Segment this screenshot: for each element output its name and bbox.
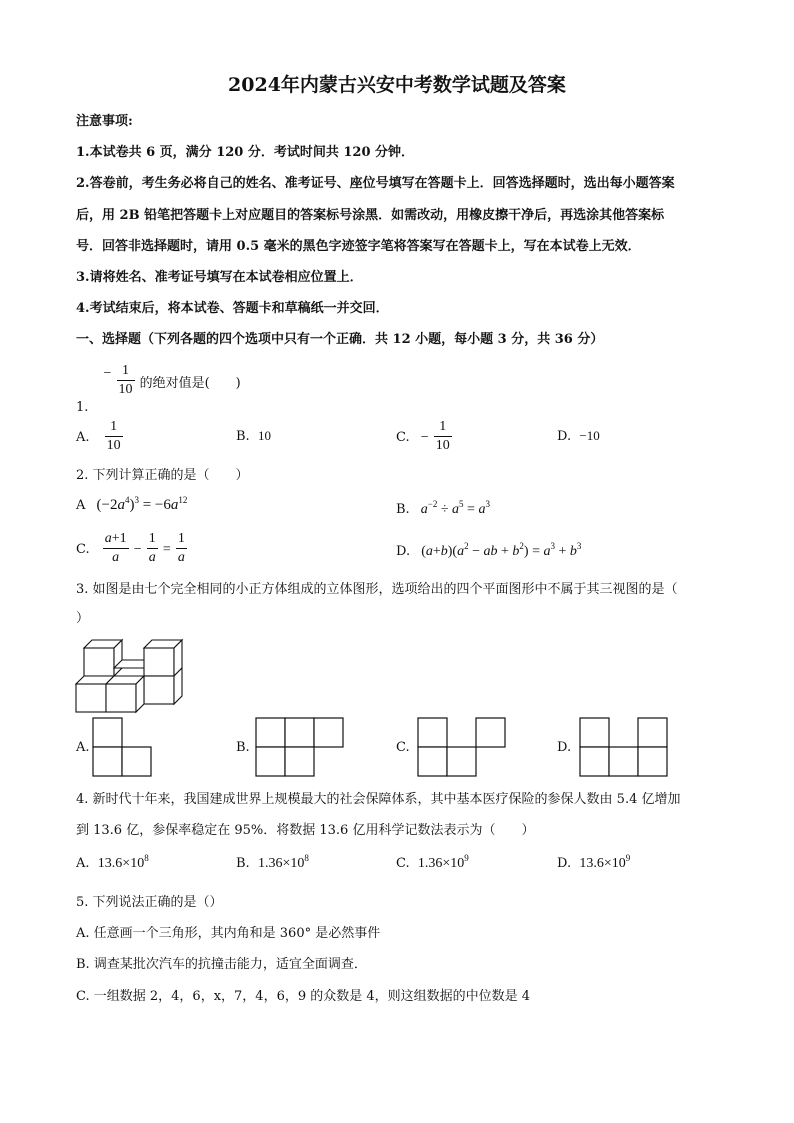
q4-option-a: A. $13.6\times 10^8$ [76,853,149,871]
q2-option-b: B. $a^{-2} \div a^5 = a^3$ [396,499,490,517]
q5-option-c: C. 一组数据 2，4，6，x，7，4，6，9 的众数是 4，则这组数据的中位数是 4 [76,989,531,1004]
cube-figure [70,636,190,716]
q1-option-b: B. 10 [236,428,271,444]
q2-option-c: C. $\frac{a+1}{a}$ − $\frac{1}{a}$ = $\frac{1}{a}$ [76,531,185,565]
notice-item-4: 4.考试结束后，将本试卷、答题卡和草稿纸一并交回． [76,301,389,316]
question-3-stem-line-1: 3. 如图是由七个完全相同的小正方体组成的立体图形，选项给出的四个平面图形中不属于其三视图的是（ [76,582,678,597]
q1-number: 1. [76,400,89,415]
q3-option-a-figure [93,718,153,778]
question-1 [76,362,241,415]
q1-option-c: C. − $\frac{1}{10}$ [396,419,450,453]
q2-d-formula: $(a+b)(a^2$ − ab + $b^2) = a^3 + b^3$ [421,541,582,559]
q5-option-a: A. 任意画一个三角形，其内角和是 360° 是必然事件 [76,926,381,941]
q5-option-b: B. 调查某批次汽车的抗撞击能力，适宜全面调查． [76,957,367,972]
question-4-stem-line-2: 到 13.6 亿，参保率稳定在 95%．将数据 13.6 亿用科学记数法表示为（ ） [76,823,535,838]
q1-minus: − [103,366,112,381]
notice-item-1: 1.本试卷共 6 页，满分 120 分．考试时间共 120 分钟． [76,145,415,160]
q1-option-d: D. −10 [557,428,600,444]
q2-option-d: D. $(a+b)(a^2$ − ab + $b^2) = a^3 + b^3$ [396,541,582,559]
page-title: 2024年内蒙古兴安中考数学试题及答案 [228,74,566,96]
question-5-stem: 5. 下列说法正确的是（） [76,895,223,910]
q3-option-c-label: C. [396,740,410,755]
q2-a-formula: $(-2a^4)^3 = -6a^{12}$ [96,495,188,513]
q4-option-b: B. $1.36\times 10^8$ [236,853,309,871]
q3-option-d-figure [580,718,670,778]
notice-item-2-line-1: 2.答卷前，考生务必将自己的姓名、准考证号、座位号填写在答题卡上．回答选择题时，选出每小题答案 [76,176,675,191]
question-3-stem-line-2: ） [76,611,90,626]
q2-option-a: A $(-2a^4)^3 = -6a^{12}$ [76,495,188,513]
q4-option-c: C. $1.36\times 10^9$ [396,853,469,871]
q3-option-a-label: A. [76,740,90,755]
q3-option-d-label: D. [557,740,572,755]
q3-option-b-label: B. [236,740,250,755]
notice-item-2-line-2: 后，用 2B 铅笔把答题卡上对应题目的答案标号涂黑．如需改动，用橡皮擦干净后，再选涂其他答案标 [76,208,665,223]
question-4-stem-line-1: 4. 新时代十年来，我国建成世界上规模最大的社会保障体系，其中基本医疗保险的参保人数由 5.4 亿增加 [76,792,681,807]
q4-option-d: D. $13.6\times 10^9$ [557,853,631,871]
q3-option-b-figure [256,718,346,778]
q2-b-formula: $a^{-2} \div a^5 = a^3$ [420,499,490,517]
q1-fraction: $\frac{1}{10}$ [118,363,133,397]
section-heading: 一、选择题（下列各题的四个选项中只有一个正确．共 12 小题，每小题 3 分，共 36 分） [76,332,604,347]
notice-item-2-line-3: 号．回答非选择题时，请用 0.5 毫米的黑色字迹签字笔将答案写在答题卡上，写在本试卷上无效． [76,239,641,254]
q1-stem: 的绝对值是( ) [139,376,241,391]
notice-item-3: 3.请将姓名、准考证号填写在本试卷相应位置上． [76,270,363,285]
notice-heading: 注意事项: [76,114,133,129]
question-2-stem: 2. 下列计算正确的是（ ） [76,468,249,483]
q1-option-a: A. $\frac{1}{10}$ [76,419,121,453]
q3-option-c-figure [418,718,508,778]
